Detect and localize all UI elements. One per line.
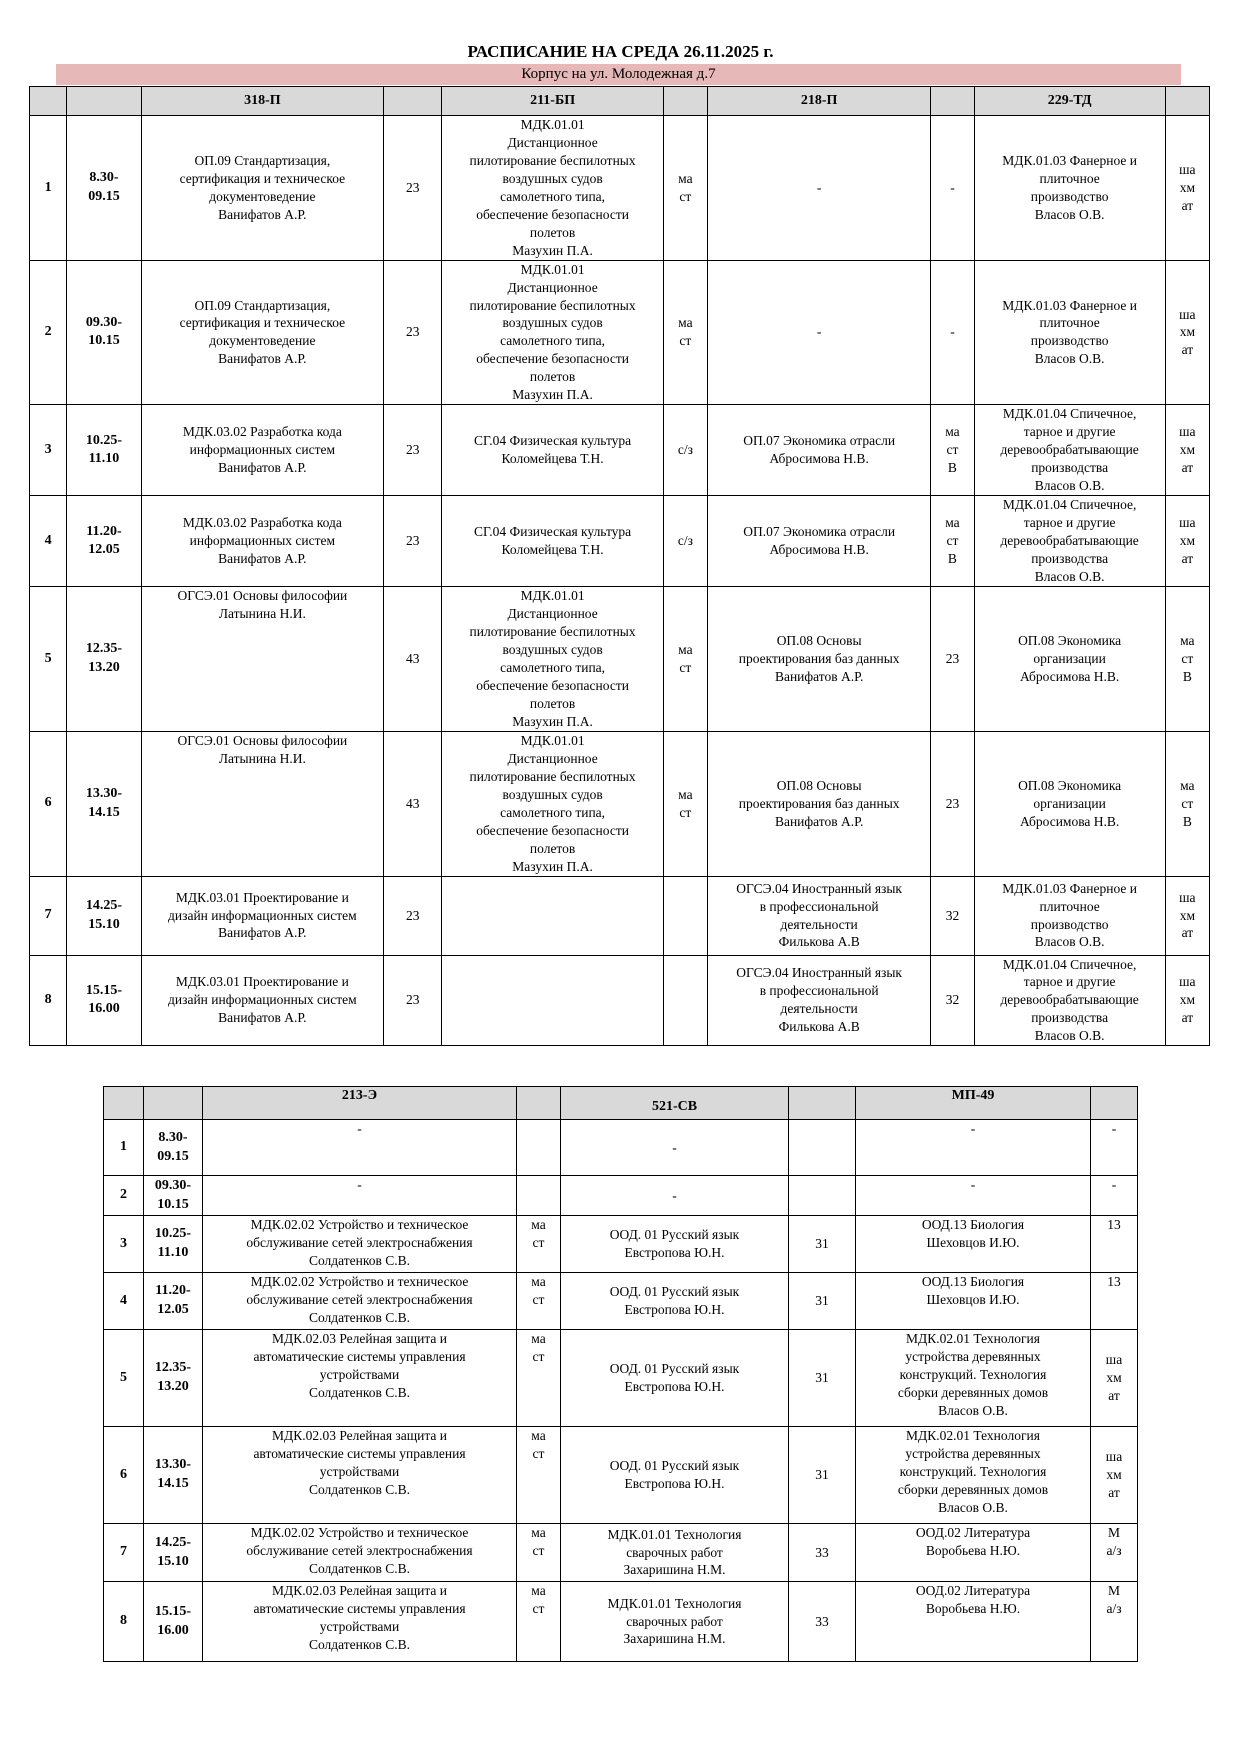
lesson-number: 1 [104,1120,144,1176]
header-blank [931,87,974,116]
building-banner: Корпус на ул. Молодежная д.7 [56,64,1181,85]
table-row [104,1330,1138,1427]
room-cell: ма ст [517,1582,561,1662]
subject-cell: ОГСЭ.04 Иностранный язык в профессиональной деятельности Филькова А.В [708,876,931,955]
room-cell [517,1176,561,1216]
table-header-row [30,87,1210,116]
table-row [30,405,1210,496]
room-cell: 31 [789,1273,856,1330]
subject-cell: ООД. 01 Русский язык Евстропова Ю.Н. [561,1216,789,1273]
room-cell: с/з [663,405,707,496]
room-cell: ма ст [517,1427,561,1524]
table-row [30,496,1210,587]
subject-cell: - [203,1176,517,1216]
subject-cell: ООД.13 Биология Шеховцов И.Ю. [856,1273,1091,1330]
subject-cell: ОП.09 Стандартизация, сертификация и техническое документоведение Ванифатов А.Р. [141,260,383,405]
subject-cell: - [708,116,931,261]
header-blank [384,87,442,116]
schedule-table-2 [103,1086,1138,1662]
room-cell: 13 [1091,1216,1138,1273]
lesson-number: 5 [30,587,67,732]
group-header: 213-Э [203,1087,517,1120]
room-cell: ша хм ат [1165,260,1209,405]
room-cell: М а/з [1091,1524,1138,1582]
subject-cell: МДК.01.01 Технология сварочных работ Захаришина Н.М. [561,1524,789,1582]
subject-cell: МДК.02.02 Устройство и техническое обслуживание сетей электроснабжения Солдатенков С.В. [203,1273,517,1330]
lesson-number: 2 [104,1176,144,1216]
table-row [30,876,1210,955]
table-row [104,1273,1138,1330]
subject-cell: СГ.04 Физическая культура Коломейцева Т.Н. [442,405,663,496]
room-cell: ма ст [663,116,707,261]
lesson-time: 09.30- 10.15 [144,1176,203,1216]
subject-cell: МДК.02.03 Релейная защита и автоматические системы управления устройствами Солдатенков С.В. [203,1582,517,1662]
subject-cell: - [708,260,931,405]
lesson-time: 12.35- 13.20 [144,1330,203,1427]
room-cell: ма ст [517,1524,561,1582]
room-cell: - [1091,1176,1138,1216]
lesson-time: 8.30- 09.15 [67,116,141,261]
page-title: РАСПИСАНИЕ НА СРЕДА 26.11.2025 г. [467,42,774,61]
room-cell: ма ст В [931,496,974,587]
group-header: 521-СВ [561,1087,789,1120]
table-row [104,1176,1138,1216]
room-cell: 23 [384,876,442,955]
lesson-number: 3 [104,1216,144,1273]
table-row [104,1582,1138,1662]
room-cell [663,955,707,1046]
lesson-time: 15.15- 16.00 [67,955,141,1046]
lesson-time: 14.25- 15.10 [67,876,141,955]
room-cell: - [931,260,974,405]
room-cell: 13 [1091,1273,1138,1330]
subject-cell: МДК.01.01 Дистанционное пилотирование беспилотных воздушных судов самолетного типа, обеспечение безопасности полетов Мазухин П.А. [442,260,663,405]
room-cell: ма ст [663,260,707,405]
group-header: МП-49 [856,1087,1091,1120]
header-blank [30,87,67,116]
table-row [104,1427,1138,1524]
room-cell: - [1091,1120,1138,1176]
room-cell: 23 [384,405,442,496]
lesson-number: 7 [30,876,67,955]
header-blank [67,87,141,116]
room-cell: ша хм ат [1165,955,1209,1046]
room-cell: с/з [663,496,707,587]
subject-cell: МДК.02.02 Устройство и техническое обслуживание сетей электроснабжения Солдатенков С.В. [203,1524,517,1582]
subject-cell: МДК.02.03 Релейная защита и автоматические системы управления устройствами Солдатенков С.В. [203,1427,517,1524]
room-cell: ша хм ат [1165,876,1209,955]
room-cell: ма ст [663,587,707,732]
lesson-number: 6 [30,731,67,876]
subject-cell: ОП.07 Экономика отрасли Абросимова Н.В. [708,496,931,587]
room-cell: ма ст [663,731,707,876]
room-cell: ма ст [517,1216,561,1273]
room-cell: 32 [931,955,974,1046]
room-cell: 23 [384,955,442,1046]
room-cell: ша хм ат [1091,1330,1138,1427]
subject-cell: - [561,1120,789,1176]
subject-cell: МДК.01.01 Дистанционное пилотирование беспилотных воздушных судов самолетного типа, обеспечение безопасности полетов Мазухин П.А. [442,116,663,261]
room-cell [517,1120,561,1176]
room-cell: 23 [384,260,442,405]
subject-cell: МДК.01.04 Спичечное, тарное и другие деревообрабатывающие производства Власов О.В. [974,955,1165,1046]
lesson-number: 4 [30,496,67,587]
room-cell: 31 [789,1216,856,1273]
lesson-number: 8 [104,1582,144,1662]
subject-cell: МДК.02.01 Технология устройства деревянных конструкций. Технология сборки деревянных домов Власов О.В. [856,1427,1091,1524]
room-cell: ма ст В [1165,587,1209,732]
subject-cell: ОП.08 Экономика организации Абросимова Н.В. [974,587,1165,732]
lesson-number: 4 [104,1273,144,1330]
room-cell [663,876,707,955]
subject-cell [442,955,663,1046]
room-cell: 32 [931,876,974,955]
lesson-time: 10.25- 11.10 [67,405,141,496]
table-row [30,731,1210,876]
table-row [30,260,1210,405]
group-header: 218-П [708,87,931,116]
room-cell: 23 [384,116,442,261]
table-row [104,1120,1138,1176]
lesson-time: 12.35- 13.20 [67,587,141,732]
subject-cell: ОГСЭ.04 Иностранный язык в профессиональной деятельности Филькова А.В [708,955,931,1046]
subject-cell: ОП.08 Основы проектирования баз данных Ванифатов А.Р. [708,587,931,732]
subject-cell: МДК.02.01 Технология устройства деревянных конструкций. Технология сборки деревянных домов Власов О.В. [856,1330,1091,1427]
subject-cell: ОП.07 Экономика отрасли Абросимова Н.В. [708,405,931,496]
header-blank [789,1087,856,1120]
table-row [104,1216,1138,1273]
room-cell: 33 [789,1524,856,1582]
table-row [104,1524,1138,1582]
header-blank [104,1087,144,1120]
subject-cell: МДК.01.04 Спичечное, тарное и другие деревообрабатывающие производства Власов О.В. [974,405,1165,496]
subject-cell: МДК.02.03 Релейная защита и автоматические системы управления устройствами Солдатенков С.В. [203,1330,517,1427]
room-cell: 43 [384,587,442,732]
subject-cell: ООД. 01 Русский язык Евстропова Ю.Н. [561,1273,789,1330]
header-blank [144,1087,203,1120]
subject-cell: МДК.01.03 Фанерное и плиточное производство Власов О.В. [974,260,1165,405]
subject-cell: ООД.02 Литература Воробьева Н.Ю. [856,1582,1091,1662]
subject-cell: МДК.03.01 Проектирование и дизайн информационных систем Ванифатов А.Р. [141,955,383,1046]
subject-cell: МДК.03.02 Разработка кода информационных систем Ванифатов А.Р. [141,405,383,496]
header-blank [1091,1087,1138,1120]
room-cell: ма ст [517,1330,561,1427]
room-cell: 43 [384,731,442,876]
subject-cell: ООД.13 Биология Шеховцов И.Ю. [856,1216,1091,1273]
lesson-number: 8 [30,955,67,1046]
subject-cell: СГ.04 Физическая культура Коломейцева Т.Н. [442,496,663,587]
room-cell: ма ст [517,1273,561,1330]
subject-cell: - [856,1120,1091,1176]
group-header: 229-ТД [974,87,1165,116]
lesson-number: 3 [30,405,67,496]
header-blank [663,87,707,116]
subject-cell: ОГСЭ.01 Основы философии Латынина Н.И. [141,731,383,876]
room-cell: 31 [789,1330,856,1427]
lesson-number: 2 [30,260,67,405]
table-row [30,955,1210,1046]
table-header-row [104,1087,1138,1120]
subject-cell: МДК.02.02 Устройство и техническое обслуживание сетей электроснабжения Солдатенков С.В. [203,1216,517,1273]
room-cell: М а/з [1091,1582,1138,1662]
subject-cell: МДК.03.02 Разработка кода информационных систем Ванифатов А.Р. [141,496,383,587]
schedule-table-1 [29,86,1210,1046]
subject-cell: ООД.02 Литература Воробьева Н.Ю. [856,1524,1091,1582]
group-header: 318-П [141,87,383,116]
room-cell: 23 [384,496,442,587]
subject-cell: - [203,1120,517,1176]
lesson-time: 13.30- 14.15 [144,1427,203,1524]
lesson-number: 6 [104,1427,144,1524]
header-blank [1165,87,1209,116]
lesson-time: 11.20- 12.05 [67,496,141,587]
room-cell: ша хм ат [1091,1427,1138,1524]
subject-cell: ОП.08 Экономика организации Абросимова Н.В. [974,731,1165,876]
lesson-time: 14.25- 15.10 [144,1524,203,1582]
room-cell [789,1120,856,1176]
subject-cell: МДК.01.01 Дистанционное пилотирование беспилотных воздушных судов самолетного типа, обеспечение безопасности полетов Мазухин П.А. [442,731,663,876]
group-header: 211-БП [442,87,663,116]
subject-cell: МДК.01.04 Спичечное, тарное и другие деревообрабатывающие производства Власов О.В. [974,496,1165,587]
room-cell: 31 [789,1427,856,1524]
subject-cell: ОП.09 Стандартизация, сертификация и техническое документоведение Ванифатов А.Р. [141,116,383,261]
room-cell: 33 [789,1582,856,1662]
room-cell: 23 [931,587,974,732]
lesson-time: 09.30- 10.15 [67,260,141,405]
subject-cell: ОП.08 Основы проектирования баз данных Ванифатов А.Р. [708,731,931,876]
lesson-time: 15.15- 16.00 [144,1582,203,1662]
header-blank [517,1087,561,1120]
room-cell: - [931,116,974,261]
room-cell [789,1176,856,1216]
lesson-time: 11.20- 12.05 [144,1273,203,1330]
lesson-time: 13.30- 14.15 [67,731,141,876]
room-cell: 23 [931,731,974,876]
room-cell: ша хм ат [1165,116,1209,261]
table-row [30,587,1210,732]
subject-cell [442,876,663,955]
subject-cell: МДК.03.01 Проектирование и дизайн информационных систем Ванифатов А.Р. [141,876,383,955]
subject-cell: ООД. 01 Русский язык Евстропова Ю.Н. [561,1330,789,1427]
subject-cell: - [856,1176,1091,1216]
lesson-number: 1 [30,116,67,261]
room-cell: ша хм ат [1165,496,1209,587]
subject-cell: МДК.01.03 Фанерное и плиточное производство Власов О.В. [974,116,1165,261]
lesson-number: 7 [104,1524,144,1582]
subject-cell: МДК.01.01 Дистанционное пилотирование беспилотных воздушных судов самолетного типа, обеспечение безопасности полетов Мазухин П.А. [442,587,663,732]
subject-cell: МДК.01.01 Технология сварочных работ Захаришина Н.М. [561,1582,789,1662]
subject-cell: ООД. 01 Русский язык Евстропова Ю.Н. [561,1427,789,1524]
room-cell: ма ст В [931,405,974,496]
subject-cell: - [561,1176,789,1216]
subject-cell: МДК.01.03 Фанерное и плиточное производство Власов О.В. [974,876,1165,955]
lesson-time: 8.30- 09.15 [144,1120,203,1176]
lesson-number: 5 [104,1330,144,1427]
room-cell: ша хм ат [1165,405,1209,496]
table-row [30,116,1210,261]
lesson-time: 10.25- 11.10 [144,1216,203,1273]
subject-cell: ОГСЭ.01 Основы философии Латынина Н.И. [141,587,383,732]
room-cell: ма ст В [1165,731,1209,876]
